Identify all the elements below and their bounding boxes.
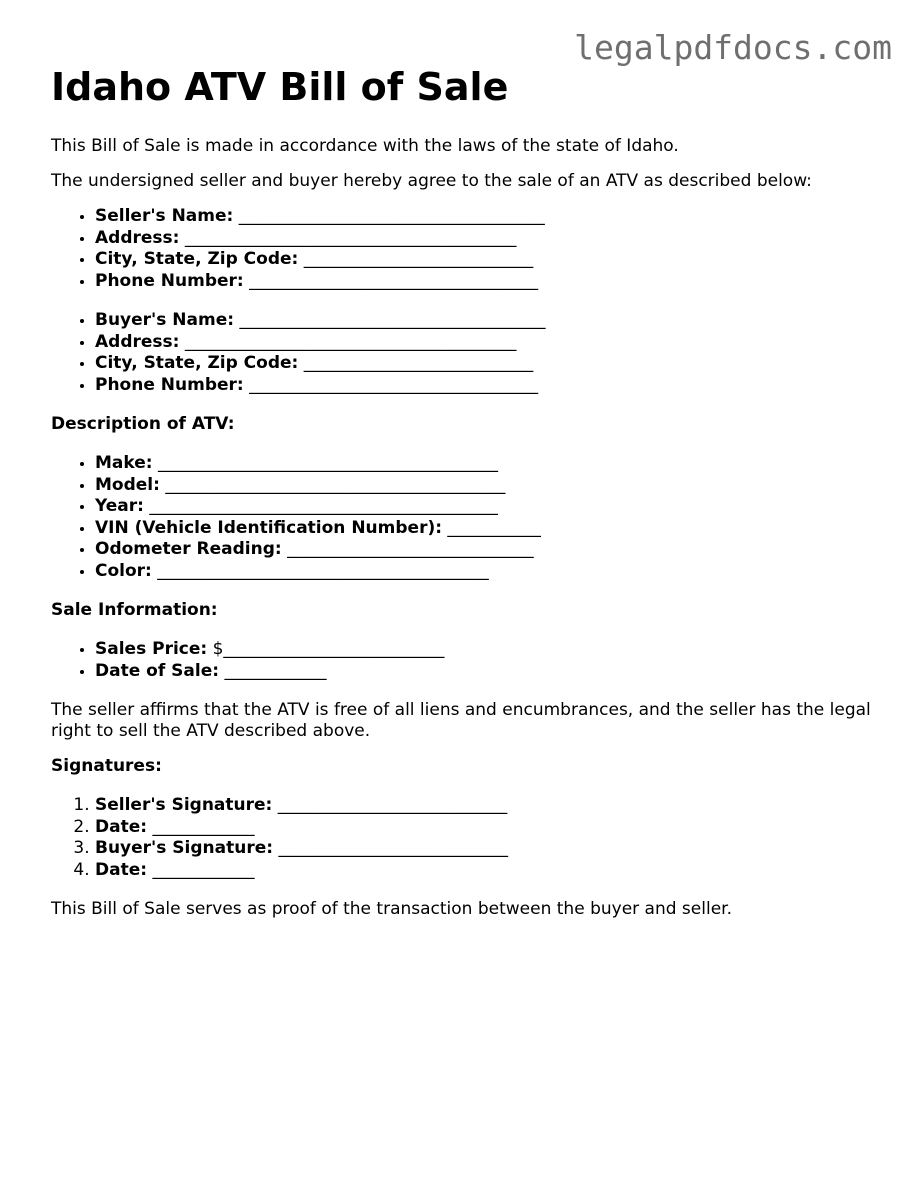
intro-text: This Bill of Sale is made in accordance with the laws of the state of Idaho. [51, 136, 679, 156]
page-title: Idaho ATV Bill of Sale [51, 65, 509, 109]
blank-line[interactable]: __________________________________ [249, 270, 539, 291]
field-label: Address: [95, 331, 180, 352]
field-label: Make: [95, 453, 153, 473]
blank-line[interactable]: _______________________________________ [184, 227, 517, 248]
signatures-list [51, 795, 881, 881]
blank-line[interactable]: ________________________________________ [165, 474, 506, 495]
blank-line[interactable]: ___________________________ [303, 249, 534, 269]
buyer-info-list [51, 310, 881, 396]
description-heading: Description of ATV: [51, 414, 235, 434]
field-label: City, State, Zip Code: [95, 249, 299, 269]
atv-description-list [51, 453, 881, 582]
affirmation-text: The seller affirms that the ATV is free of all liens and encumbrances, and the seller has the legal right to sell the ATV described above. [51, 700, 871, 741]
list-item [95, 271, 881, 293]
blank-line[interactable]: ___________________________ [303, 353, 534, 373]
list-item [95, 310, 881, 332]
closing-text: This Bill of Sale serves as proof of the transaction between the buyer and seller. [51, 899, 732, 919]
list-item [95, 453, 881, 475]
field-label: Seller's Name: [95, 206, 234, 226]
blank-line[interactable]: _____________________________ [287, 539, 534, 559]
agreement-text: The undersigned seller and buyer hereby agree to the sale of an ATV as described below: [51, 171, 812, 191]
list-item [95, 332, 881, 354]
blank-line[interactable]: ________________________________________ [157, 453, 498, 473]
field-label: Sales Price: [95, 639, 208, 659]
field-label: Date: [95, 816, 148, 837]
list-item [95, 518, 881, 540]
list-item [95, 838, 881, 860]
list-item [95, 561, 881, 583]
field-label: Date of Sale: [95, 660, 220, 681]
document-page [51, 64, 881, 934]
list-item [95, 375, 881, 397]
list-item [95, 817, 881, 839]
field-label: Phone Number: [95, 374, 244, 395]
list-item [95, 639, 881, 661]
list-item [95, 475, 881, 497]
seller-info-list [51, 206, 881, 292]
blank-line[interactable]: ___________ [447, 517, 541, 538]
field-label: Date: [95, 859, 148, 880]
field-label: Year: [95, 496, 144, 516]
list-item [95, 661, 881, 683]
field-label: Phone Number: [95, 270, 244, 291]
blank-line[interactable]: _________________________________________ [149, 496, 498, 516]
field-label: Model: [95, 474, 160, 495]
field-label: Buyer's Signature: [95, 838, 274, 858]
field-label: City, State, Zip Code: [95, 353, 299, 373]
blank-line[interactable]: ____________ [224, 660, 327, 681]
blank-line[interactable]: ____________ [152, 859, 255, 880]
sale-info-list [51, 639, 881, 682]
list-item [95, 795, 881, 817]
signatures-heading: Signatures: [51, 756, 162, 776]
field-label: Color: [95, 560, 152, 581]
list-item [95, 496, 881, 518]
field-label: VIN (Vehicle Identification Number): [95, 517, 443, 538]
list-item [95, 206, 881, 228]
list-item [95, 860, 881, 882]
field-label: Odometer Reading: [95, 539, 282, 559]
sale-heading: Sale Information: [51, 600, 218, 620]
list-item [95, 228, 881, 250]
blank-line[interactable]: ____________ [152, 816, 255, 837]
list-item [95, 249, 881, 271]
blank-line[interactable]: ____________________________________ [239, 310, 546, 330]
list-item [95, 353, 881, 375]
field-label: Address: [95, 227, 180, 248]
blank-line[interactable]: ___________________________ [278, 838, 508, 858]
blank-line[interactable]: __________________________________ [249, 374, 539, 395]
field-label: Buyer's Name: [95, 310, 235, 330]
field-label: Seller's Signature: [95, 795, 273, 815]
blank-line[interactable]: _______________________________________ [184, 331, 517, 352]
list-item [95, 539, 881, 561]
blank-line[interactable]: ___________________________ [277, 795, 508, 815]
blank-line[interactable]: ____________________________________ [238, 206, 545, 226]
blank-line[interactable]: $__________________________ [212, 639, 445, 659]
blank-line[interactable]: _______________________________________ [157, 560, 489, 581]
watermark: legalpdfdocs.com [574, 28, 892, 67]
